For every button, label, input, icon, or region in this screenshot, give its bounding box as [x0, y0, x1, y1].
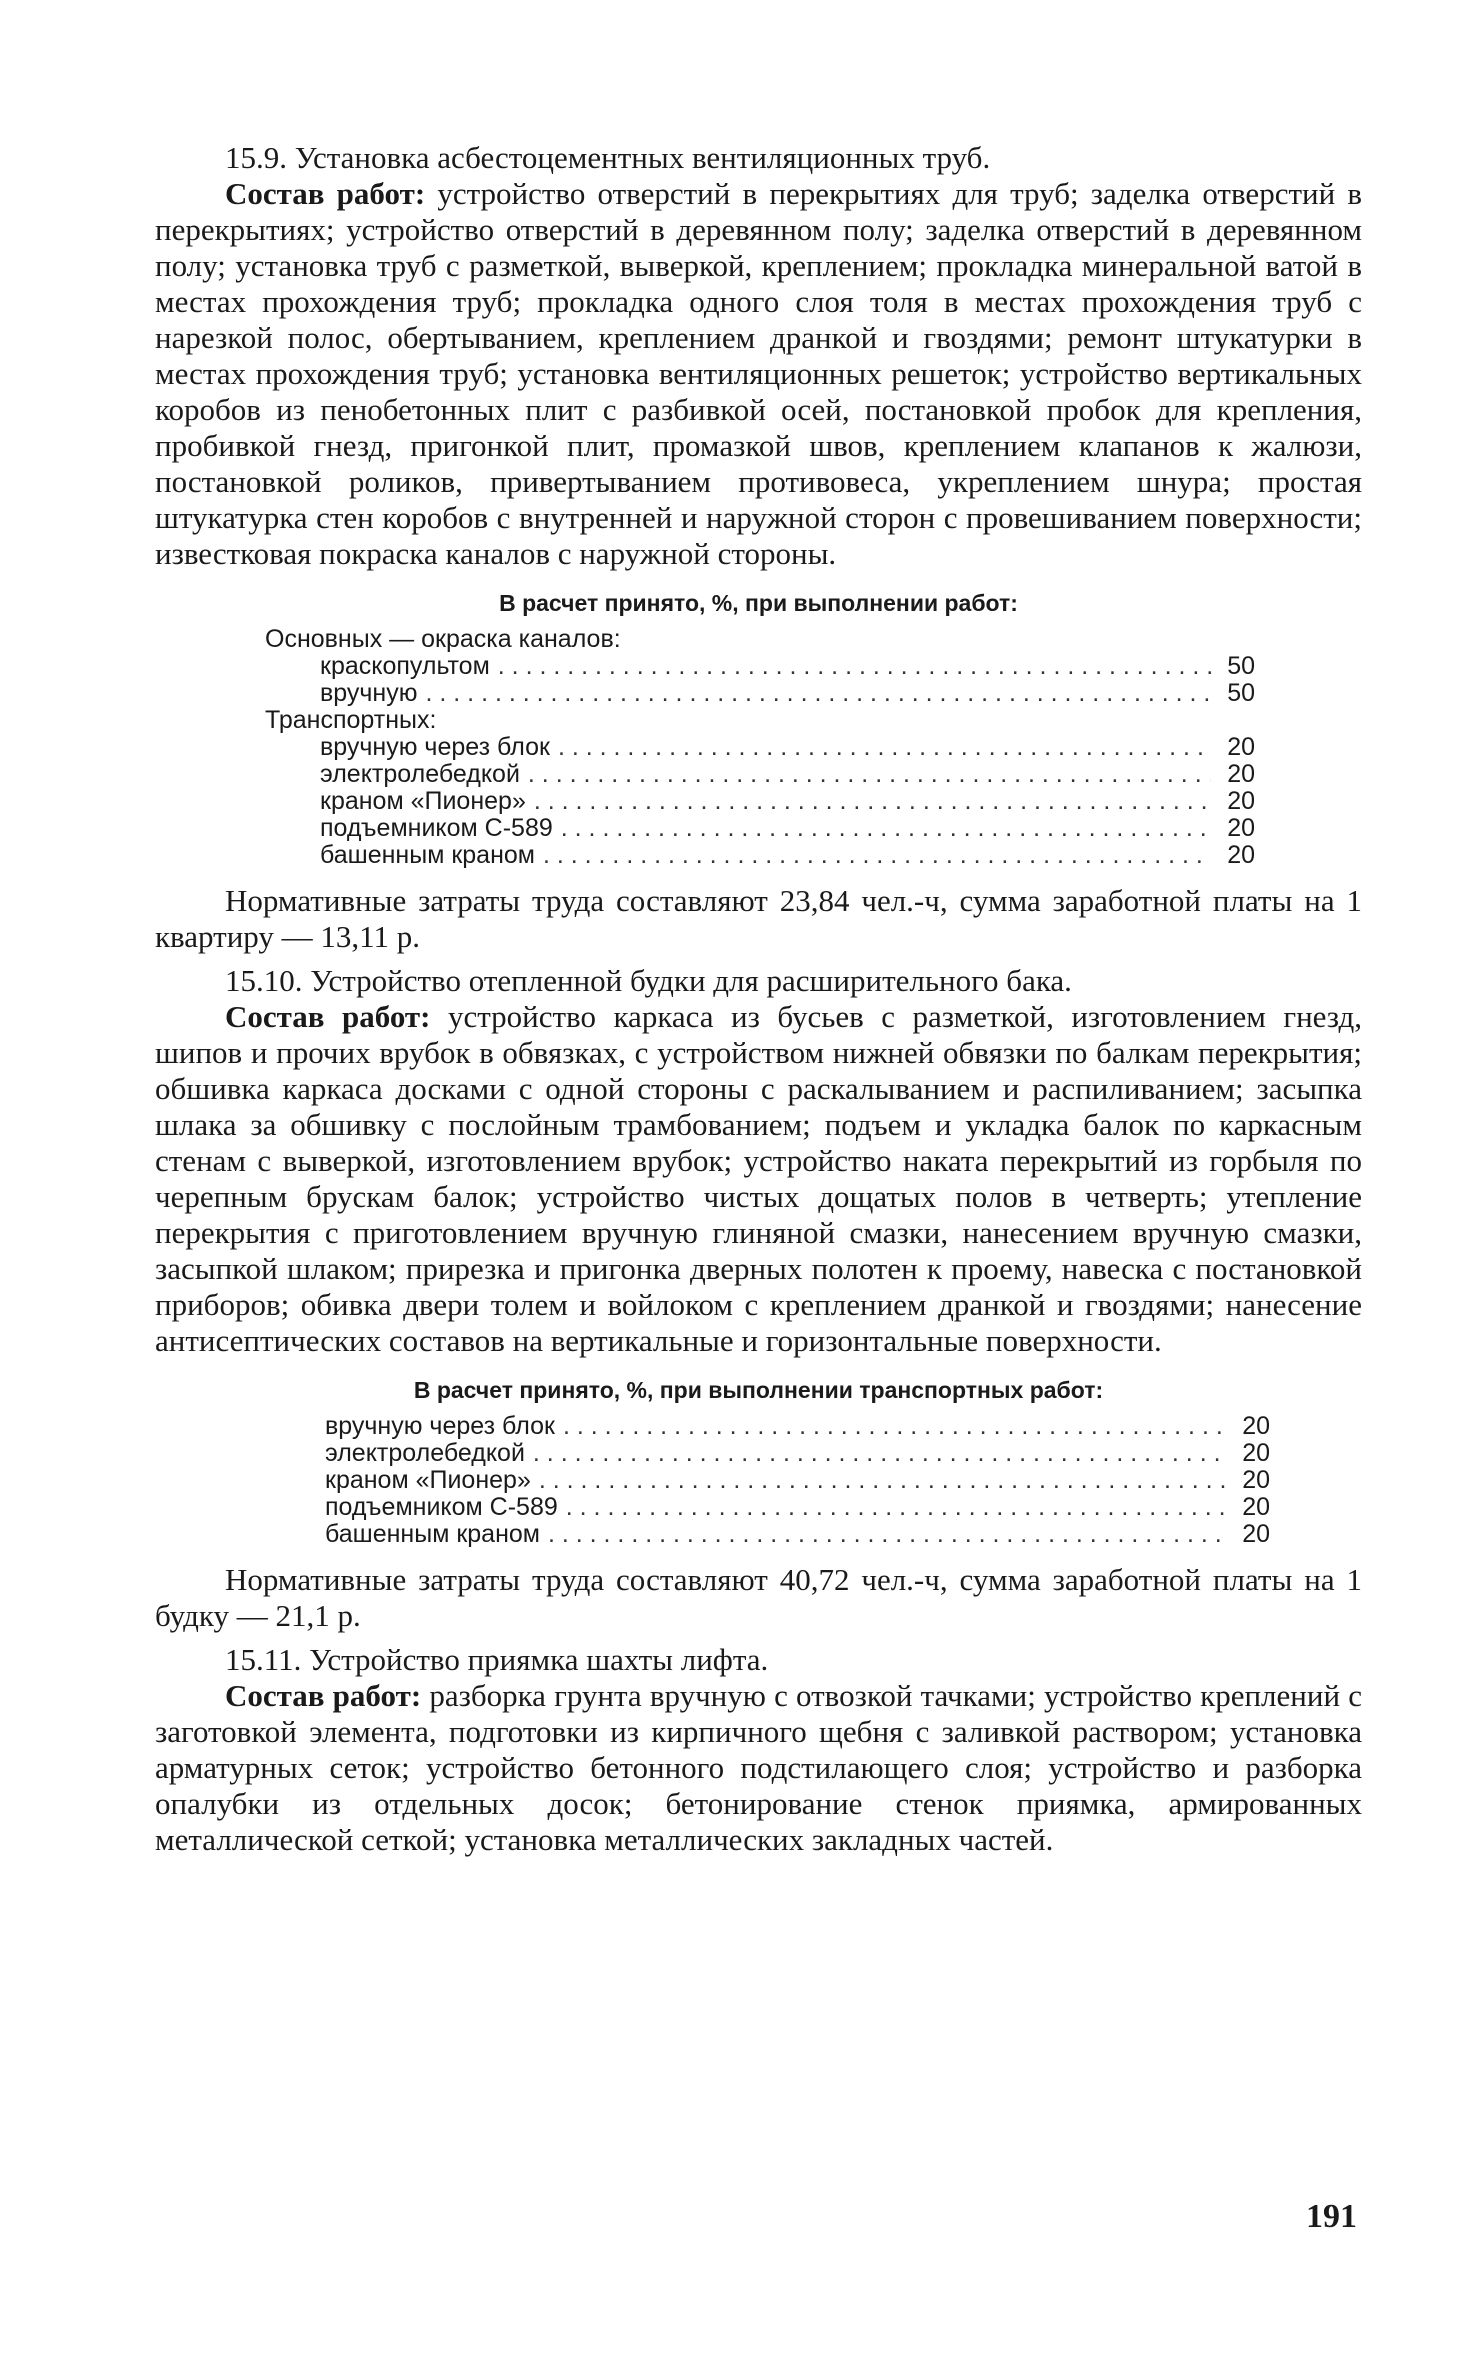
percent-list	[325, 1413, 1270, 1548]
percent-list	[265, 626, 1255, 869]
table-heading: В расчет принято, %, при выполнении транспортных работ:	[413, 1377, 1104, 1403]
section-15-9-title: 15.9. Установка асбестоцементных вентиляционных труб.	[225, 140, 991, 175]
list-item: башенным краном . . . 20	[265, 842, 1255, 869]
list-item: вручную через блок . . . 20	[325, 1413, 1270, 1440]
work-composition-text: устройство отверстий в перекрытиях для труб; заделка отверстий в перекрытиях; устройство отверстий в деревянном полу; заделка отверстий в деревянном полу; установка труб с разметкой, выверкой, креплением; прокладка минеральной ватой в местах прохождения труб; прокладка одного слоя толя в местах прохождения труб с нарезкой полос, обертыванием, креплением дранкой и гвоздями; ремонт штукатурки в местах прохождения труб; установка вентиляционных решеток; устройство вертикальных коробов из пенобетонных плит с разбивкой осей, постановкой пробок для крепления, пробивкой гнезд, пригонкой плит, промазкой швов, креплением клапанов к жалюзи, постановкой роликов, привертыванием противовеса, укреплением шнура; простая штукатурка стен коробов с внутренней и наружной сторон с провешиванием поверхности; известковая покраска каналов с наружной стороны.	[155, 176, 1362, 571]
list-item: краном «Пионер» . . . 20	[325, 1467, 1270, 1494]
section-15-11-body	[155, 1678, 1362, 1858]
norm-text: Нормативные затраты труда составляют 40,72 чел.-ч, сумма заработной платы на 1 будку — 21,1 р.	[155, 1562, 1362, 1633]
work-composition-label: Состав работ:	[225, 176, 426, 211]
work-composition-label: Состав работ:	[225, 1678, 422, 1713]
list-item: подъемником С-589 . . . 20	[265, 815, 1255, 842]
page-number: 191	[1306, 2198, 1357, 2235]
list-item: вручную . . . 50	[265, 680, 1255, 707]
section-15-10-title: 15.10. Устройство отепленной будки для расширительного бака.	[225, 963, 1072, 998]
table-heading: В расчет принято, %, при выполнении работ:	[499, 590, 1018, 616]
list-item: краном «Пионер» . . . 20	[265, 788, 1255, 815]
group-heading: Транспортных:	[265, 706, 437, 734]
list-item: электролебедкой . . . 20	[265, 761, 1255, 788]
work-composition-label: Состав работ:	[225, 999, 431, 1034]
work-composition-text: устройство каркаса из бусьев с разметкой, изготовлением гнезд, шипов и прочих врубок в обвязках, с устройством нижней обвязки по балкам перекрытия; обшивка каркаса досками с одной стороны с раскалыванием и распиливанием; засыпка шлака за обшивку с послойным трамбованием; подъем и укладка балок по каркасным стенам с выверкой, изготовлением врубок; устройство наката перекрытий из горбыля по черепным брускам балок; устройство чистых дощатых полов в четверть; утепление перекрытия с приготовлением вручную глиняной смазки, нанесением вручную смазки, засыпкой шлаком; прирезка и пригонка дверных полотен к проему, навеска с постановкой приборов; обивка двери толем и войлоком с креплением дранкой и гвоздями; нанесение антисептических составов на вертикальные и горизонтальные поверхности.	[155, 999, 1363, 1358]
section-15-10-body	[155, 999, 1362, 1359]
list-item: вручную через блок . . . 20	[265, 734, 1255, 761]
list-item: электролебедкой . . . 20	[325, 1440, 1270, 1467]
list-item: башенным краном . . . 20	[325, 1521, 1270, 1548]
list-item: краскопультом . . . 50	[265, 653, 1255, 680]
section-15-9-body	[155, 176, 1362, 572]
work-composition-text: разборка грунта вручную с отвозкой тачками; устройство креплений с заготовкой элемента, подготовки из кирпичного щебня с заливкой раствором; установка арматурных сеток; устройство бетонного подстилающего слоя; устройство и разборка опалубки из отдельных досок; бетонирование стенок приямка, армированных металлической сеткой; установка металлических закладных частей.	[155, 1678, 1362, 1857]
norm-text: Нормативные затраты труда составляют 23,84 чел.-ч, сумма заработной платы на 1 квартиру — 13,11 р.	[155, 883, 1362, 954]
group-heading: Основных — окраска каналов:	[265, 625, 621, 653]
section-15-11-title: 15.11. Устройство приямка шахты лифта.	[225, 1642, 769, 1677]
list-item: подъемником С-589 . . . 20	[325, 1494, 1270, 1521]
